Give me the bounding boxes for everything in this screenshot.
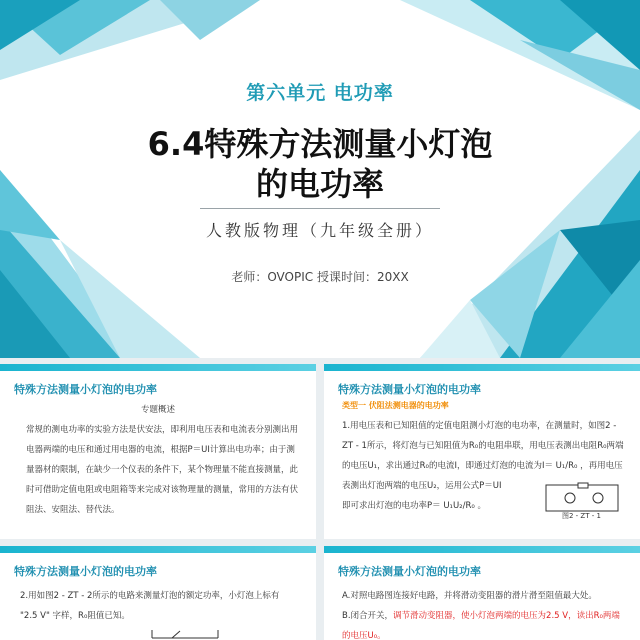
card-text <box>26 420 316 520</box>
card-top-bar <box>0 546 316 553</box>
text-line: 量器材的限制，在缺少一个仪表的条件下，某个物理量不能直接测量，此 <box>26 465 299 475</box>
text-line: 时可借助定值电阻或电阻箱等来完成对该物理量的测量，常用的方法有伏 <box>26 485 299 495</box>
card-top-bar <box>0 364 316 371</box>
text-line: 的电压U₁，求出通过R₀的电流I，即通过灯泡的电流为I＝ U₁/R₀ ，再用电压 <box>342 461 623 471</box>
text-line: ZT - 1所示，将灯泡与已知阻值为R₀的电阻串联，用电压表测出电阻R₀两端 <box>342 441 624 451</box>
type-label: 类型一 伏阻法测电器的电功率 <box>342 401 449 410</box>
highlight-text: 的电压U₀。 <box>342 631 386 640</box>
text-line: A.对照电路图连接好电路，并将滑动变阻器的滑片滑至阻值最大处。 <box>342 591 597 601</box>
text-line: 即可求出灯泡的电功率P＝ U₁U₂/R₀ 。 <box>342 501 486 511</box>
slide-thumbnail-1[interactable] <box>0 364 316 539</box>
slide-thumbnail-3[interactable] <box>0 546 316 640</box>
text-line: 电器两端的电压和通过用电器的电流，根据P＝UI计算出电功率；由于测 <box>26 445 295 455</box>
card-top-bar <box>324 546 640 553</box>
card-heading: 特殊方法测量小灯泡的电功率 <box>338 565 481 578</box>
text-prefix: B.闭合开关， <box>342 611 394 621</box>
text-line: 1.用电压表和已知阻值的定值电阻测小灯泡的电功率，在测量时，如图2 - <box>342 421 617 431</box>
highlight-text: 调节滑动变阻器，使小灯泡两端的电压为2.5 V，读出R₀两端 <box>393 611 620 621</box>
lesson-title-line-2: 的电功率 <box>255 165 384 203</box>
circuit-diagram-icon <box>150 626 220 640</box>
figure-label: 图2 - ZT - 1 <box>562 512 601 520</box>
textbook-subtitle: 人教版物理（九年级全册） <box>205 221 434 240</box>
slide-thumbnail-4[interactable] <box>324 546 640 640</box>
text-line: 常规的测电功率的实验方法是伏安法，即利用电压表和电流表分别测出用 <box>26 425 299 435</box>
card-heading: 特殊方法测量小灯泡的电功率 <box>338 383 481 396</box>
text-line: 阻法、安阻法、替代法。 <box>26 505 120 515</box>
text-line <box>342 606 638 626</box>
text-line: 2.用如图2 - ZT - 2所示的电路来测量灯泡的额定功率，小灯泡上标有 <box>20 591 280 601</box>
card-text <box>20 586 310 626</box>
text-line: "2.5 V" 字样，R₀阻值已知。 <box>20 611 130 621</box>
card-top-bar <box>324 364 640 371</box>
divider <box>200 208 440 209</box>
lesson-title <box>0 124 640 204</box>
card-text <box>342 586 638 640</box>
unit-title: 第六单元 电功率 <box>246 82 394 104</box>
slide-thumbnail-2[interactable] <box>324 364 640 539</box>
card-heading: 特殊方法测量小灯泡的电功率 <box>14 565 157 578</box>
lesson-title-line-1: 6.4特殊方法测量小灯泡 <box>147 125 493 163</box>
card-heading: 特殊方法测量小灯泡的电功率 <box>14 383 157 396</box>
text-line: 表测出灯泡两端的电压U₂，运用公式P＝UI <box>342 481 502 491</box>
teacher-info: 老师：OVOPIC 授课时间：20XX <box>231 270 409 284</box>
section-title: 专题概述 <box>140 405 175 415</box>
